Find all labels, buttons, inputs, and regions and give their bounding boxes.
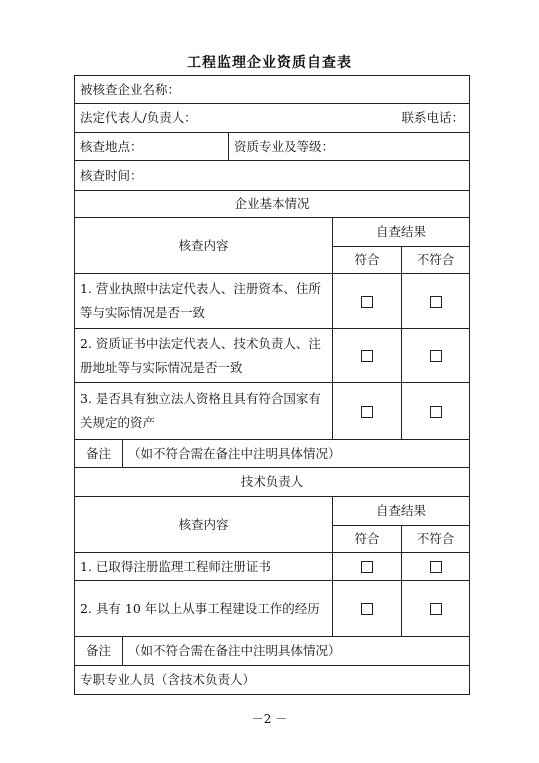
yes-checkbox[interactable]	[333, 553, 402, 581]
section-title-staff: 专职专业人员（含技术负责人）	[75, 666, 470, 695]
checkbox-icon	[430, 406, 442, 418]
checkbox-icon	[361, 350, 373, 362]
remark-label: 备注	[75, 637, 123, 666]
self-check-table	[74, 75, 470, 695]
no-checkbox[interactable]	[402, 274, 470, 329]
content-header: 核查内容	[75, 218, 333, 274]
checkbox-icon	[361, 406, 373, 418]
phone-label: 联系电话：	[401, 110, 464, 125]
time-field: 核查时间：	[75, 161, 470, 191]
no-checkbox[interactable]	[402, 553, 470, 581]
result-header: 自查结果	[333, 218, 470, 247]
check-item: 2. 具有 10 年以上从事工程建设工作的经历	[75, 581, 333, 637]
no-header: 不符合	[402, 526, 470, 553]
company-name-field: 被核查企业名称：	[75, 76, 470, 104]
no-header: 不符合	[402, 247, 470, 274]
check-item: 1. 已取得注册监理工程师注册证书	[75, 553, 333, 581]
yes-checkbox[interactable]	[333, 383, 402, 440]
location-field: 核查地点：	[75, 133, 229, 161]
page-number: －2 －	[251, 712, 288, 726]
checkbox-icon	[430, 603, 442, 615]
remark-text: （如不符合需在备注中注明具体情况）	[123, 637, 470, 666]
check-item: 1. 营业执照中法定代表人、注册资本、住所等与实际情况是否一致	[75, 274, 333, 329]
checkbox-icon	[361, 603, 373, 615]
checkbox-icon	[430, 350, 442, 362]
page-title: 工程监理企业资质自查表	[187, 55, 352, 71]
remark-text: （如不符合需在备注中注明具体情况）	[123, 440, 470, 468]
content-header: 核查内容	[75, 497, 333, 553]
yes-checkbox[interactable]	[333, 274, 402, 329]
checkbox-icon	[430, 561, 442, 573]
legal-rep-row	[75, 104, 470, 133]
yes-checkbox[interactable]	[333, 329, 402, 383]
section-title-basic: 企业基本情况	[75, 191, 470, 218]
no-checkbox[interactable]	[402, 581, 470, 637]
remark-label: 备注	[75, 440, 123, 468]
legal-rep-label: 法定代表人/负责人：	[80, 110, 197, 125]
checkbox-icon	[361, 561, 373, 573]
check-item: 2. 资质证书中法定代表人、技术负责人、注册地址等与实际情况是否一致	[75, 329, 333, 383]
yes-checkbox[interactable]	[333, 581, 402, 637]
check-item: 3. 是否具有独立法人资格且具有符合国家有关规定的资产	[75, 383, 333, 440]
yes-header: 符合	[333, 247, 402, 274]
no-checkbox[interactable]	[402, 383, 470, 440]
qualification-field: 资质专业及等级：	[229, 133, 470, 161]
yes-header: 符合	[333, 526, 402, 553]
result-header: 自查结果	[333, 497, 470, 526]
section-title-tech: 技术负责人	[75, 468, 470, 497]
checkbox-icon	[430, 296, 442, 308]
no-checkbox[interactable]	[402, 329, 470, 383]
checkbox-icon	[361, 296, 373, 308]
